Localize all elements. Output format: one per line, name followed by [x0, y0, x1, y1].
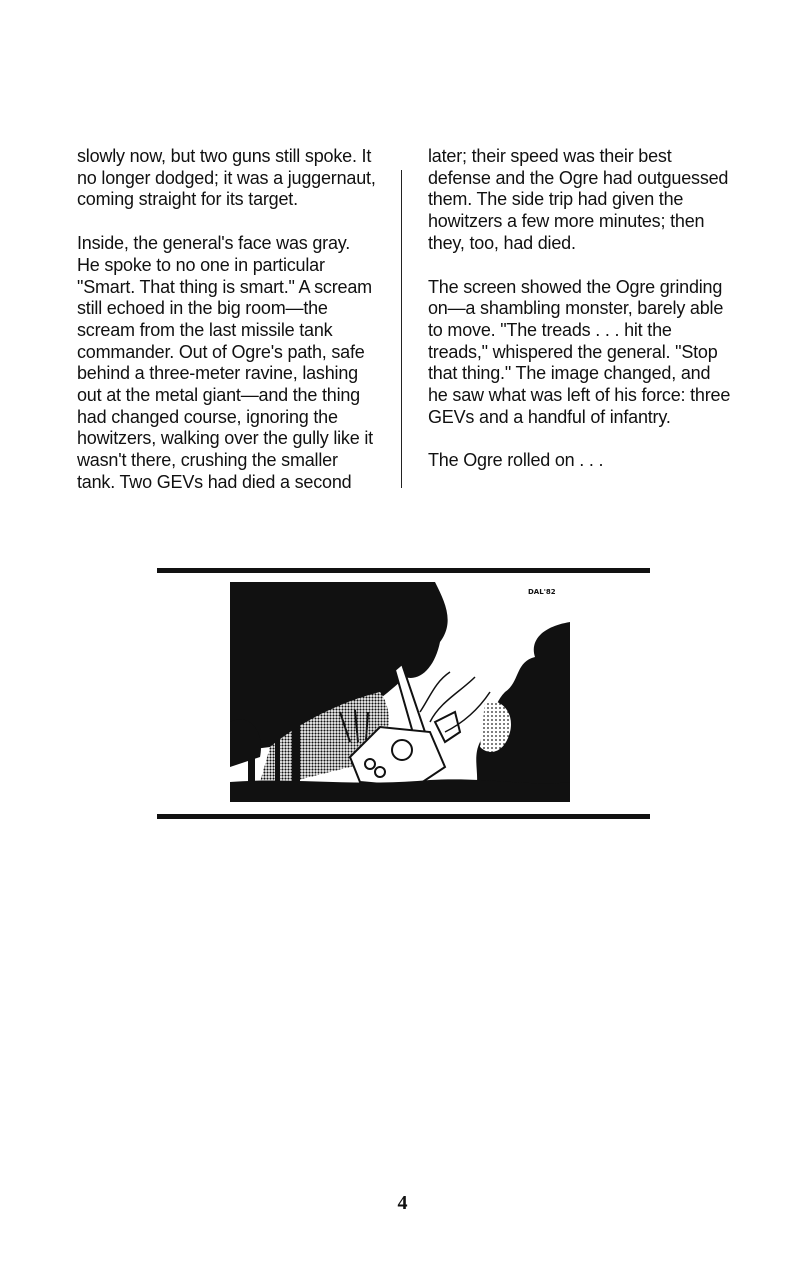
paragraph: The Ogre rolled on . . . — [428, 450, 604, 471]
paragraph: later; their speed was their best defense and the Ogre had outguessed them. The side trip had given the howitzers a few more minutes; then they, too, had died. — [428, 146, 729, 253]
column-divider — [401, 170, 402, 488]
paragraph: The screen showed the Ogre grinding on—a shambling monster, barely able to move. "The treads . . . hit the treads," whispered the general. "Stop that thing." The image changed, and he saw what was left of his force: three GEVs and a handful of infantry. — [428, 276, 731, 427]
paragraph: slowly now, but two guns still spoke. It no longer dodged; it was a juggernaut, coming straight for its target. — [77, 146, 376, 210]
artist-signature: DAL'82 — [528, 588, 556, 596]
ogre-illustration — [230, 582, 570, 802]
page-number: 4 — [397, 1192, 408, 1214]
ground — [230, 779, 570, 802]
illustration-top-rule — [157, 568, 650, 573]
left-column — [77, 146, 377, 516]
paragraph: Inside, the general's face was gray. He spoke to no one in particular "Smart. That thing is smart." A scream still echoed in the big room—the scream from the last missile tank commander. Out of Ogre's path, safe behind a three-meter ravine, lashing out at the metal giant—and the thing had changed course, ignoring the howitzers, walking over the gully like it wasn't there, crushing the smaller tank. Two GEVs had died a second — [77, 233, 373, 492]
right-column — [428, 146, 733, 494]
illustration-bottom-rule — [157, 814, 650, 819]
